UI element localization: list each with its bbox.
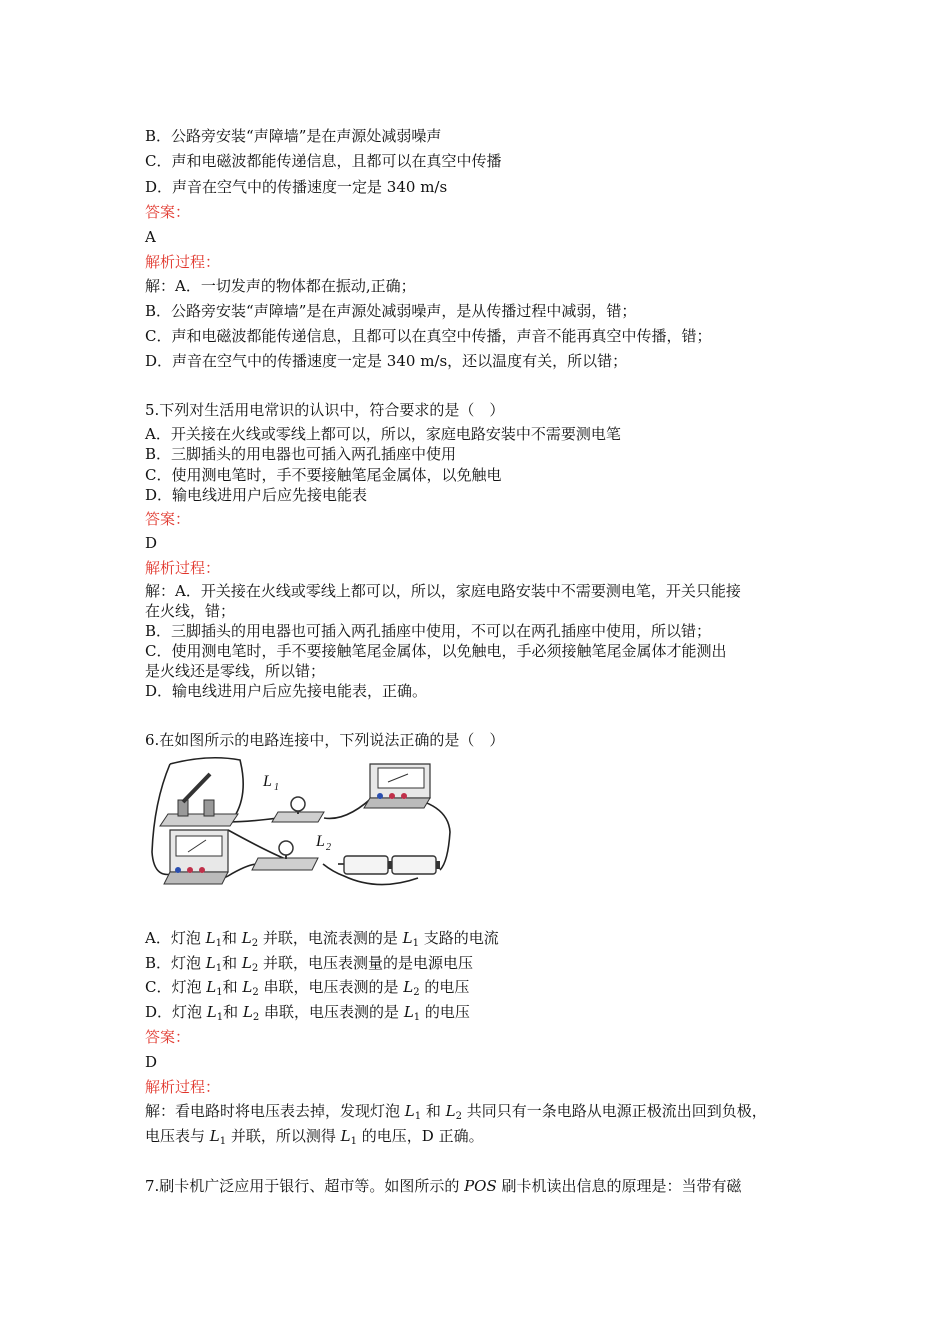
q5-analysis-line: 解：A．开关接在火线或零线上都可以，所以，家庭电路安装中不需要测电笔，开关只能接 xyxy=(145,582,741,600)
circuit-diagram-figure xyxy=(148,752,458,900)
q6-option-a: A．灯泡 $L_1$和 $L_2$ 并联，电流表测的是 $L_1$ 支路的电流 xyxy=(145,929,499,949)
q6-option-b: B．灯泡 $L_1$和 $L_2$ 并联，电压表测量的是电源电压 xyxy=(145,954,474,974)
q5-answer-label: 答案： xyxy=(145,510,191,528)
meter-bottom-left xyxy=(164,830,228,884)
q5-option-b: B．三脚插头的用电器也可插入两孔插座中使用 xyxy=(145,445,457,463)
q4-analysis-label: 解析过程： xyxy=(145,253,221,271)
q5-analysis-label: 解析过程： xyxy=(145,559,221,577)
meter-top-right xyxy=(364,764,430,808)
q4-option-b: B．公路旁安装“声障墙”是在声源处减弱噪声 xyxy=(145,127,442,145)
q4-answer: A xyxy=(145,228,156,246)
label-l1: L xyxy=(263,773,272,790)
q6-analysis-line: 解：看电路时将电压表去掉，发现灯泡 $L_1$ 和 $L_2$ 共同只有一条电路从电源正极流出回到负极， xyxy=(145,1102,767,1122)
q4-analysis-line: D．声音在空气中的传播速度一定是 340 m/s，还以温度有关，所以错； xyxy=(145,352,628,370)
q4-option-d: D．声音在空气中的传播速度一定是 340 m/s xyxy=(145,178,448,196)
q5-answer: D xyxy=(145,534,158,552)
switch xyxy=(160,774,238,826)
q5-analysis-line: 在火线，错； xyxy=(145,602,236,620)
label-l2: L xyxy=(316,833,325,850)
q6-answer: D xyxy=(145,1053,158,1071)
label-l2-sub: 2 xyxy=(326,842,331,853)
q4-answer-label: 答案： xyxy=(145,203,191,221)
q6-answer-label: 答案： xyxy=(145,1028,191,1046)
lamp-l1 xyxy=(272,797,324,822)
q6-question: 6.在如图所示的电路连接中，下列说法正确的是（ ） xyxy=(145,731,505,749)
q6-option-c: C．灯泡 $L_1$和 $L_2$ 串联，电压表测的是 $L_2$ 的电压 xyxy=(145,978,470,998)
q6-analysis-label: 解析过程： xyxy=(145,1078,221,1096)
q5-option-c: C．使用测电笔时，手不要接触笔尾金属体，以免触电 xyxy=(145,466,502,484)
q6-analysis-line: 电压表与 $L_1$ 并联，所以测得 $L_1$ 的电压，D 正确。 xyxy=(145,1127,484,1147)
q5-option-d: D．输电线进用户后应先接电能表 xyxy=(145,486,368,504)
q5-analysis-line: 是火线还是零线，所以错； xyxy=(145,662,326,680)
label-l1-sub: 1 xyxy=(274,782,279,793)
q4-analysis-line: C．声和电磁波都能传递信息，且都可以在真空中传播，声音不能再真空中传播，错； xyxy=(145,327,712,345)
q7-question: 7.刷卡机广泛应用于银行、超市等。如图所示的 POS 刷卡机读出信息的原理是：当带有磁 xyxy=(145,1177,742,1195)
q4-option-c: C．声和电磁波都能传递信息，且都可以在真空中传播 xyxy=(145,152,502,170)
q5-analysis-line: C．使用测电笔时，手不要接触笔尾金属体，以免触电，手必须接触笔尾金属体才能测出 xyxy=(145,642,727,660)
q5-option-a: A．开关接在火线或零线上都可以，所以，家庭电路安装中不需要测电笔 xyxy=(145,425,621,443)
lamp-l2 xyxy=(252,841,318,870)
battery-pack xyxy=(344,856,440,874)
q4-analysis-line: B．公路旁安装“声障墙”是在声源处减弱噪声，是从传播过程中减弱，错； xyxy=(145,302,637,320)
q5-analysis-line: D．输电线进用户后应先接电能表，正确。 xyxy=(145,682,428,700)
q5-analysis-line: B．三脚插头的用电器也可插入两孔插座中使用，不可以在两孔插座中使用，所以错； xyxy=(145,622,712,640)
q4-analysis-line: 解：A．一切发声的物体都在振动,正确； xyxy=(145,277,416,295)
q5-question: 5.下列对生活用电常识的认识中，符合要求的是（ ） xyxy=(145,401,505,419)
q6-option-d: D．灯泡 $L_1$和 $L_2$ 串联，电压表测的是 $L_1$ 的电压 xyxy=(145,1003,470,1023)
